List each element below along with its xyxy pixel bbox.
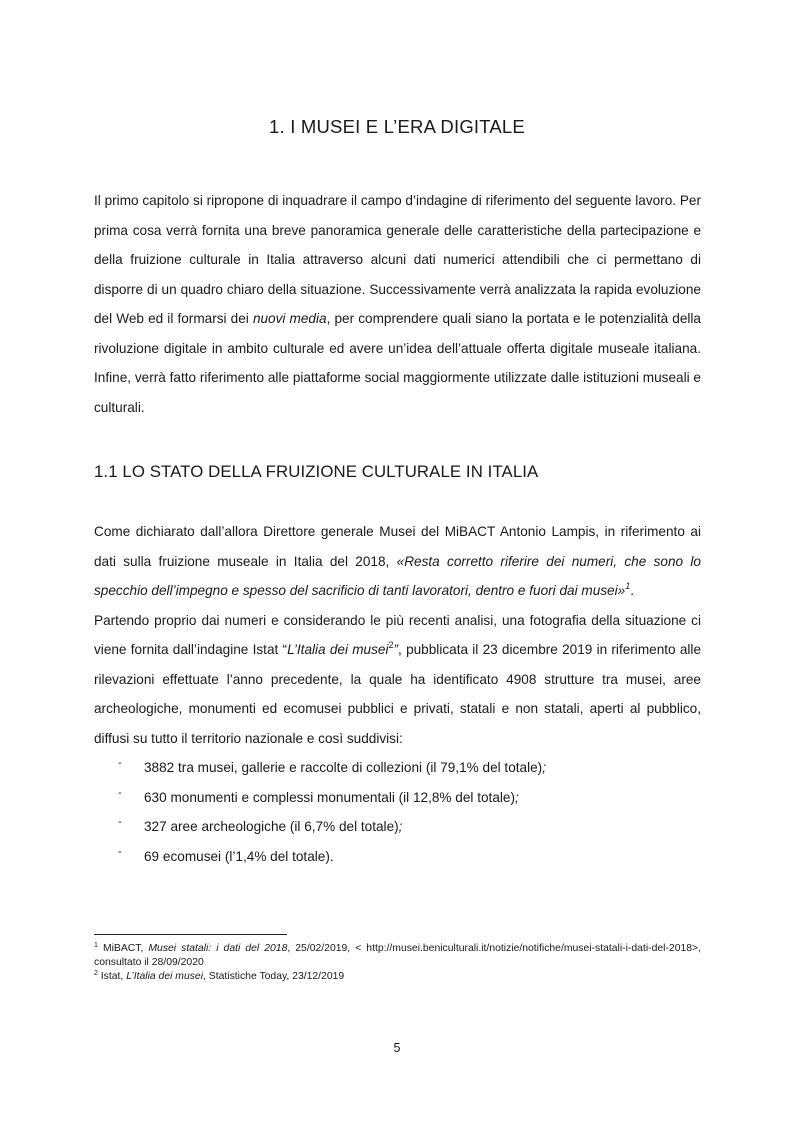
bullet-dash-icon: - — [118, 786, 122, 799]
section-paragraph-1 — [94, 517, 701, 606]
section-title: 1.1 LO STATO DELLA FRUIZIONE CULTURALE IN ITALIA — [94, 462, 539, 481]
footnote-text: MiBACT, — [97, 943, 149, 954]
footnote-1 — [94, 942, 701, 970]
intro-text-part1: Il primo capitolo si ripropone di inquadrare il campo d’indagine di riferimento del seguente lavoro. Per prima cosa verrà fornita una breve panoramica generale delle caratteristiche della partecipazione e della fruizione culturale in Italia attraverso alcuni dati numerici attendibili che ci permettano di disporre di un quadro chiaro della situazione. Successivamente verrà analizzata la rapida evoluzione del Web ed il formarsi dei — [94, 193, 701, 326]
para1-quote: «Resta corretto riferire dei numeri, che sono lo specchio dell’impegno e spesso del sacrificio di tanti lavoratori, dentro e fuori dai musei» — [94, 553, 701, 598]
para1-text: Come dichiarato dall’allora Direttore generale Musei del MiBACT Antonio Lampis, in riferimento ai dati sulla fruizione museale in Italia del 2018, — [94, 524, 701, 569]
bullet-dash-icon: - — [118, 757, 122, 769]
footnote-2 — [94, 970, 701, 984]
list-item — [94, 812, 701, 842]
museum-type-list — [94, 753, 701, 871]
footnote-source: , Statistiche Today, 23/12/2019 — [203, 971, 345, 982]
footnote-text: Istat, — [97, 971, 127, 982]
para2-title: L’Italia dei musei — [287, 642, 389, 657]
intro-paragraph — [94, 186, 701, 422]
list-item-text: 3882 tra musei, gallerie e raccolte di collezioni (il 79,1% del totale) — [144, 760, 543, 775]
footnote-source[interactable]: , 25/02/2019, < http://musei.beniculturali.it/notizie/notifiche/musei-statali-i-dati-del-2018>, consultato il 28/09/2020 — [94, 943, 701, 968]
list-item-text: 630 monumenti e complessi monumentali (il 12,8% del totale) — [144, 789, 515, 805]
footnote-divider — [94, 934, 287, 935]
para2-text: Partendo proprio dai numeri e considerando le più recenti analisi, una fotografia della situazione ci viene fornita dall’indagine Istat “ — [94, 612, 701, 657]
list-item — [94, 783, 701, 813]
para1-end: . — [630, 583, 634, 598]
bullet-dash-icon: - — [118, 816, 122, 828]
list-item-punct: ; — [542, 760, 546, 775]
footnote-title: Musei statali: i dati del 2018 — [148, 943, 288, 954]
para2-text-2: , pubblicata il 23 dicembre 2019 in riferimento alle rilevazioni effettuate l’anno precedente, la quale ha identificato 4908 strutture tra musei, aree archeologiche, monumenti ed ecomusei pubblici e privati, statali e non statali, aperti al pubblico, diffusi su tutto il territorio nazionale e così suddivisi: — [94, 642, 702, 746]
section-paragraph-2 — [94, 606, 701, 754]
intro-emphasis: nuovi media — [252, 311, 327, 326]
footnote-ref-2[interactable]: 2 — [388, 640, 394, 650]
list-item-punct: ; — [515, 789, 519, 805]
list-item — [94, 753, 701, 783]
page-number: 5 — [393, 1041, 401, 1055]
section-body — [94, 517, 701, 871]
intro-text-part2: , per comprendere quali siano la portata e le potenzialità della rivoluzione digitale in ambito culturale ed avere un’idea dell’attuale offerta digitale museale italiana. Infine, verrà fatto riferimento alle piattaforme social maggiormente utilizzate dalle istituzioni museali e culturali. — [94, 311, 701, 415]
list-item-text: 69 ecomusei (l’1,4% del totale). — [144, 848, 334, 864]
list-item-punct: ; — [398, 819, 403, 834]
footnote-title: L’Italia dei musei — [126, 971, 204, 982]
list-item-text: 327 aree archeologiche (il 6,7% del totale) — [144, 819, 399, 834]
footnote-number: 2 — [94, 970, 98, 977]
chapter-title: 1. I MUSEI E L’ERA DIGITALE — [269, 116, 525, 137]
footnote-ref-1[interactable]: 1 — [625, 581, 631, 591]
para2-close-quote: ” — [393, 642, 399, 657]
bullet-dash-icon: - — [118, 845, 122, 858]
footnotes — [94, 942, 701, 984]
list-item — [94, 842, 701, 872]
footnote-number: 1 — [94, 942, 98, 949]
